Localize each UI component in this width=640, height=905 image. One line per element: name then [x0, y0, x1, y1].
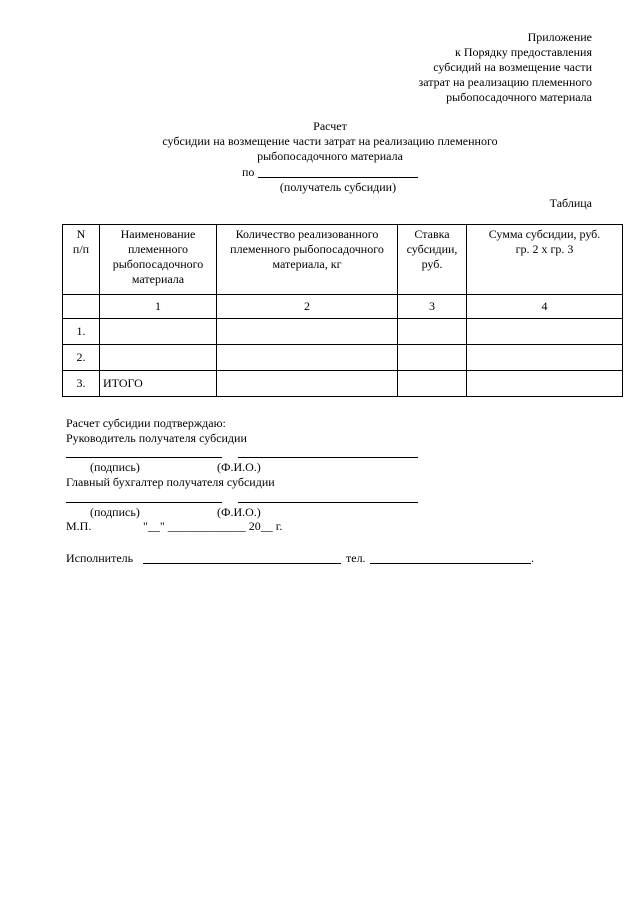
- row-rate[interactable]: [398, 371, 467, 397]
- table-row-total: [63, 371, 623, 397]
- column-number: 3: [398, 295, 467, 319]
- appendix-line: субсидий на возмещение части: [433, 60, 592, 74]
- appendix-block: [292, 30, 592, 105]
- appendix-line: к Порядку предоставления: [454, 45, 592, 59]
- appendix-line: рыбопосадочного материала: [446, 90, 592, 104]
- row-sum[interactable]: [467, 319, 623, 345]
- confirmation-heading: Расчет субсидии подтверждаю:: [66, 416, 226, 430]
- row-rate[interactable]: [398, 345, 467, 371]
- empty-cell: [63, 295, 100, 319]
- recipient-caption: (получатель субсидии): [279, 180, 397, 194]
- document-title: [0, 119, 640, 164]
- date-line[interactable]: "__" _____________ 20__ г.: [143, 519, 283, 533]
- title-line-2: рыбопосадочного материала: [257, 149, 403, 163]
- column-numbers-row: [63, 295, 623, 319]
- title-line-1: субсидии на возмещение части затрат на реализацию племенного: [162, 134, 498, 148]
- accountant-role: Главный бухгалтер получателя субсидии: [66, 475, 275, 489]
- executor-end: .: [531, 551, 534, 565]
- subsidy-table: [62, 224, 623, 397]
- title-heading: Расчет: [313, 119, 347, 133]
- table-row: [63, 345, 623, 371]
- seal-label: М.П.: [66, 519, 92, 533]
- row-name: ИТОГО: [100, 371, 217, 397]
- row-quantity[interactable]: [217, 371, 398, 397]
- header-sum: Сумма субсидии, руб. гр. 2 x гр. 3: [467, 225, 623, 295]
- accountant-name-caption: (Ф.И.О.): [217, 505, 261, 519]
- head-role: Руководитель получателя субсидии: [66, 431, 247, 445]
- header-number: N п/п: [63, 225, 100, 295]
- row-quantity[interactable]: [217, 319, 398, 345]
- row-number: 3.: [63, 371, 100, 397]
- head-name-caption: (Ф.И.О.): [217, 460, 261, 474]
- recipient-line: [258, 177, 418, 178]
- table-row: [63, 319, 623, 345]
- column-number: 2: [217, 295, 398, 319]
- table-header-row: [63, 225, 623, 295]
- row-number: 2.: [63, 345, 100, 371]
- head-signature-line[interactable]: [66, 457, 222, 458]
- executor-line[interactable]: [143, 563, 341, 564]
- accountant-signature-line[interactable]: [66, 502, 222, 503]
- by-label: по: [242, 165, 255, 179]
- table-label: Таблица: [549, 196, 592, 210]
- head-signature-caption: (подпись): [90, 460, 140, 474]
- header-quantity: Количество реализованного племенного рыбопосадочного материала, кг: [217, 225, 398, 295]
- phone-line[interactable]: [370, 563, 531, 564]
- column-number: 4: [467, 295, 623, 319]
- column-number: 1: [100, 295, 217, 319]
- appendix-line: затрат на реализацию племенного: [418, 75, 592, 89]
- row-number: 1.: [63, 319, 100, 345]
- row-name[interactable]: [100, 345, 217, 371]
- appendix-line: Приложение: [527, 30, 592, 44]
- header-rate: Ставка субсидии, руб.: [398, 225, 467, 295]
- row-quantity[interactable]: [217, 345, 398, 371]
- head-name-line[interactable]: [238, 457, 418, 458]
- row-sum[interactable]: [467, 345, 623, 371]
- accountant-signature-caption: (подпись): [90, 505, 140, 519]
- row-name[interactable]: [100, 319, 217, 345]
- executor-label: Исполнитель: [66, 551, 134, 565]
- phone-label: тел.: [346, 551, 366, 565]
- row-sum[interactable]: [467, 371, 623, 397]
- row-rate[interactable]: [398, 319, 467, 345]
- accountant-name-line[interactable]: [238, 502, 418, 503]
- header-material-name: Наименование племенного рыбопосадочного материала: [100, 225, 217, 295]
